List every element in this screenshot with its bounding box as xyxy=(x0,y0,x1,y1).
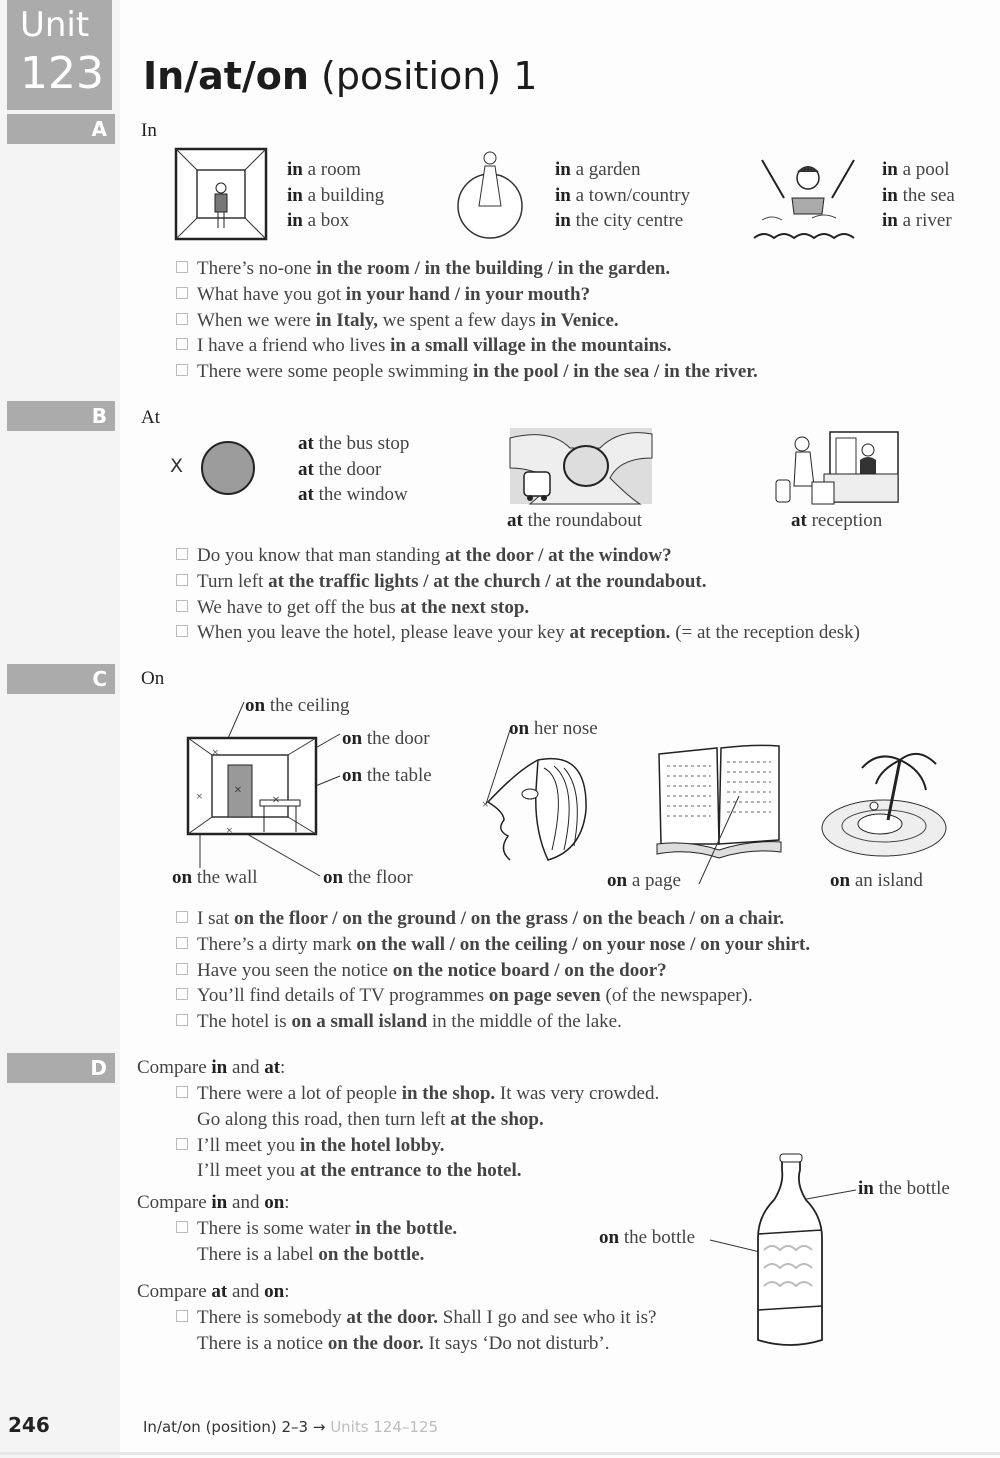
example-sentence xyxy=(176,256,758,282)
keyword-phrase: at reception. xyxy=(569,622,671,644)
example-sentence xyxy=(176,308,758,334)
page-number: 246 xyxy=(8,1413,50,1437)
text-run: I’ll meet you xyxy=(197,1134,300,1156)
example-sentence xyxy=(176,1158,659,1184)
label-on-island: on an island xyxy=(830,870,923,891)
bullet-square-icon xyxy=(176,937,188,949)
text-run: There is a label xyxy=(197,1243,319,1265)
text-run: We have to get off the bus xyxy=(197,596,401,618)
svg-text:×: × xyxy=(482,797,489,811)
keyword-phrase: at the next stop. xyxy=(400,596,530,618)
bullet-square-icon xyxy=(176,1310,188,1322)
book-illustration xyxy=(655,744,785,888)
text-run: When you leave the hotel, please leave your key xyxy=(197,622,570,644)
keyword-phrase: on a small island xyxy=(291,1011,428,1033)
section-c-examples xyxy=(176,906,810,1035)
bullet-square-icon xyxy=(176,963,188,975)
text-run: Go along this road, then turn left xyxy=(197,1108,451,1130)
label-on-bottle: on the bottle xyxy=(599,1227,696,1248)
bullet-square-icon xyxy=(176,574,188,586)
bullet-square-icon xyxy=(176,600,188,612)
text-run: we spent a few days xyxy=(378,309,541,331)
section-a-examples xyxy=(176,256,758,385)
example-sentence xyxy=(176,595,860,621)
cross-ref-link[interactable]: Units 124–125 xyxy=(330,1418,439,1436)
section-tab-a: A xyxy=(7,114,115,144)
example-sentence xyxy=(176,983,810,1009)
example-sentence xyxy=(176,1216,457,1242)
text-run: The hotel is xyxy=(197,1011,292,1033)
in-list-2: in a garden in a town/country in the city centre xyxy=(555,159,691,231)
keyword-phrase: at the traffic lights / at the church / at the roundabout. xyxy=(268,570,707,592)
keyword-phrase: at xyxy=(211,1281,228,1302)
compare-at-on-heading xyxy=(137,1279,290,1305)
keyword-phrase: on the wall / on the ceiling / on your nose / on your shirt. xyxy=(356,933,811,955)
in-at-examples xyxy=(176,1081,659,1184)
keyword-phrase: in your hand / in your mouth? xyxy=(345,283,591,305)
section-tab-b: B xyxy=(7,401,115,431)
margin-strip xyxy=(0,0,120,1458)
example-sentence xyxy=(176,932,810,958)
text-run: There is some water xyxy=(197,1218,356,1239)
section-a-heading: In xyxy=(141,120,157,141)
compare-in-at-heading xyxy=(137,1055,285,1081)
bullet-square-icon xyxy=(176,313,188,325)
bullet-square-icon xyxy=(176,1138,188,1150)
bullet-square-icon xyxy=(176,1014,188,1026)
island-illustration xyxy=(818,740,950,864)
example-sentence xyxy=(176,359,758,385)
face-illustration xyxy=(478,720,588,866)
bullet-square-icon xyxy=(176,261,188,273)
bullet-square-icon xyxy=(176,338,188,350)
keyword-phrase: on the bottle. xyxy=(318,1243,425,1265)
in-on-examples xyxy=(176,1216,457,1268)
text-run: I have a friend who lives xyxy=(197,335,391,357)
cross-reference xyxy=(143,1418,438,1436)
label-on-floor: on the floor xyxy=(323,867,413,888)
text-run: Do you know that man standing xyxy=(197,545,446,566)
text-run: There’s no-one xyxy=(197,258,317,279)
text-run: Shall I go and see who it is? xyxy=(438,1307,657,1328)
bullet-square-icon xyxy=(176,988,188,1000)
section-c-heading: On xyxy=(141,668,165,689)
label-on-table: on the table xyxy=(342,765,432,786)
text-run: It says ‘Do not disturb’. xyxy=(423,1332,610,1354)
example-sentence xyxy=(176,1107,659,1133)
example-sentence xyxy=(176,958,810,984)
text-run: When we were xyxy=(197,309,316,331)
keyword-phrase: on xyxy=(264,1281,285,1302)
keyword-phrase: at the door / at the window? xyxy=(445,545,672,566)
unit-word: Unit xyxy=(20,5,90,45)
section-tab-d: D xyxy=(7,1053,115,1083)
text-run: Compare xyxy=(137,1057,212,1078)
section-b-heading: At xyxy=(141,407,160,428)
keyword-phrase: at the entrance to the hotel. xyxy=(299,1160,522,1182)
reception-illustration xyxy=(772,430,900,506)
label-in-bottle: in the bottle xyxy=(858,1178,950,1199)
example-sentence xyxy=(176,1009,810,1035)
text-run: (= at the reception desk) xyxy=(670,622,860,644)
bullet-square-icon xyxy=(176,911,188,923)
keyword-phrase: on xyxy=(264,1192,285,1213)
example-sentence xyxy=(176,1081,659,1107)
circle-shape xyxy=(200,440,256,496)
at-list: at the bus stop at the door at the window xyxy=(298,433,410,505)
keyword-phrase: at xyxy=(264,1057,281,1078)
example-sentence xyxy=(176,282,758,308)
roundabout-illustration xyxy=(510,428,652,504)
page-title xyxy=(143,54,537,98)
text-run: You’ll find details of TV programmes xyxy=(197,985,489,1007)
svg-text:×: × xyxy=(234,783,242,798)
example-sentence xyxy=(176,1242,457,1268)
garden-illustration xyxy=(455,146,525,242)
text-run: and xyxy=(227,1192,265,1213)
keyword-phrase: in the hotel lobby. xyxy=(299,1134,445,1156)
keyword-phrase: at the shop. xyxy=(450,1108,544,1130)
text-run: Compare xyxy=(137,1192,212,1213)
label-on-ceiling: on the ceiling xyxy=(245,695,350,716)
text-run: I sat xyxy=(197,908,234,929)
example-sentence xyxy=(176,906,810,932)
label-on-nose: on her nose xyxy=(509,718,598,739)
text-run: in the middle of the lake. xyxy=(427,1011,622,1033)
footer-rule xyxy=(0,1452,1000,1455)
keyword-phrase: in Italy, xyxy=(315,309,378,331)
example-sentence xyxy=(176,620,860,646)
bullet-square-icon xyxy=(176,364,188,376)
section-tab-c: C xyxy=(7,664,115,694)
unit-number: 123 xyxy=(20,48,104,99)
keyword-phrase: on the floor / on the ground / on the grass / on the beach / on a chair. xyxy=(233,908,785,929)
text-run: There were a lot of people xyxy=(197,1083,402,1104)
label-on-wall: on the wall xyxy=(172,867,258,888)
keyword-phrase: in xyxy=(211,1057,228,1078)
bullet-square-icon xyxy=(176,548,188,560)
text-run: What have you got xyxy=(197,283,346,305)
keyword-phrase: in xyxy=(211,1192,228,1213)
keyword-phrase: on the notice board / on the door? xyxy=(392,959,667,981)
text-run: : xyxy=(284,1192,290,1213)
example-sentence xyxy=(176,569,860,595)
bullet-square-icon xyxy=(176,1086,188,1098)
text-run: It was very crowded. xyxy=(495,1083,660,1104)
keyword-phrase: in Venice. xyxy=(540,309,619,331)
caption-reception: at reception xyxy=(791,510,883,531)
example-sentence xyxy=(176,1133,659,1159)
keyword-phrase: on the door. xyxy=(327,1332,424,1354)
cross-ref-text: In/at/on (position) 2–3 xyxy=(143,1418,309,1436)
label-on-door: on the door xyxy=(342,728,430,749)
in-list-1: in a room in a building in a box xyxy=(287,159,385,231)
text-run: There is a notice xyxy=(197,1332,328,1354)
bullet-square-icon xyxy=(176,625,188,637)
keyword-phrase: in the bottle. xyxy=(355,1218,458,1239)
keyword-phrase: in the room / in the building / in the garden. xyxy=(316,258,671,279)
title-keywords: In/at/on xyxy=(143,54,309,98)
label-on-page: on a page xyxy=(607,870,681,891)
unit-badge xyxy=(7,0,112,110)
text-run: I’ll meet you xyxy=(197,1160,300,1182)
text-run: There’s a dirty mark xyxy=(197,933,357,955)
keyword-phrase: at the door. xyxy=(346,1307,438,1328)
at-on-examples xyxy=(176,1305,656,1357)
svg-text:×: × xyxy=(226,823,233,837)
text-run: and xyxy=(227,1057,265,1078)
example-sentence xyxy=(176,333,758,359)
section-b-examples xyxy=(176,543,860,646)
example-sentence xyxy=(176,543,860,569)
title-rest: (position) 1 xyxy=(308,54,538,98)
text-run: There were some people swimming xyxy=(197,361,473,383)
text-run: Compare xyxy=(137,1281,212,1302)
keyword-phrase: in a small village in the mountains. xyxy=(390,335,672,357)
text-run: Turn left xyxy=(197,570,269,592)
bullet-square-icon xyxy=(176,287,188,299)
text-run: (of the newspaper). xyxy=(600,985,753,1007)
keyword-phrase: on page seven xyxy=(488,985,601,1007)
caption-roundabout: at the roundabout xyxy=(507,510,643,531)
in-list-3: in a pool in the sea in a river xyxy=(882,159,955,231)
compare-in-on-heading xyxy=(137,1190,290,1216)
text-run: and xyxy=(227,1281,265,1302)
keyword-phrase: in the pool / in the sea / in the river. xyxy=(472,361,758,383)
text-run: Have you seen the notice xyxy=(197,959,393,981)
arrow-right-icon: → xyxy=(312,1418,326,1436)
text-run: : xyxy=(284,1281,290,1302)
example-sentence xyxy=(176,1305,656,1331)
swimmer-illustration xyxy=(752,150,864,242)
bullet-square-icon xyxy=(176,1221,188,1233)
svg-text:×: × xyxy=(272,793,280,808)
bottle-illustration xyxy=(700,1150,860,1350)
text-run: There is somebody xyxy=(197,1307,347,1328)
x-mark: X xyxy=(170,455,184,477)
keyword-phrase: in the shop. xyxy=(401,1083,496,1104)
example-sentence xyxy=(176,1331,656,1357)
text-run: : xyxy=(280,1057,286,1078)
room-illustration xyxy=(175,148,267,240)
svg-text:×: × xyxy=(212,745,219,759)
svg-text:×: × xyxy=(196,789,203,803)
